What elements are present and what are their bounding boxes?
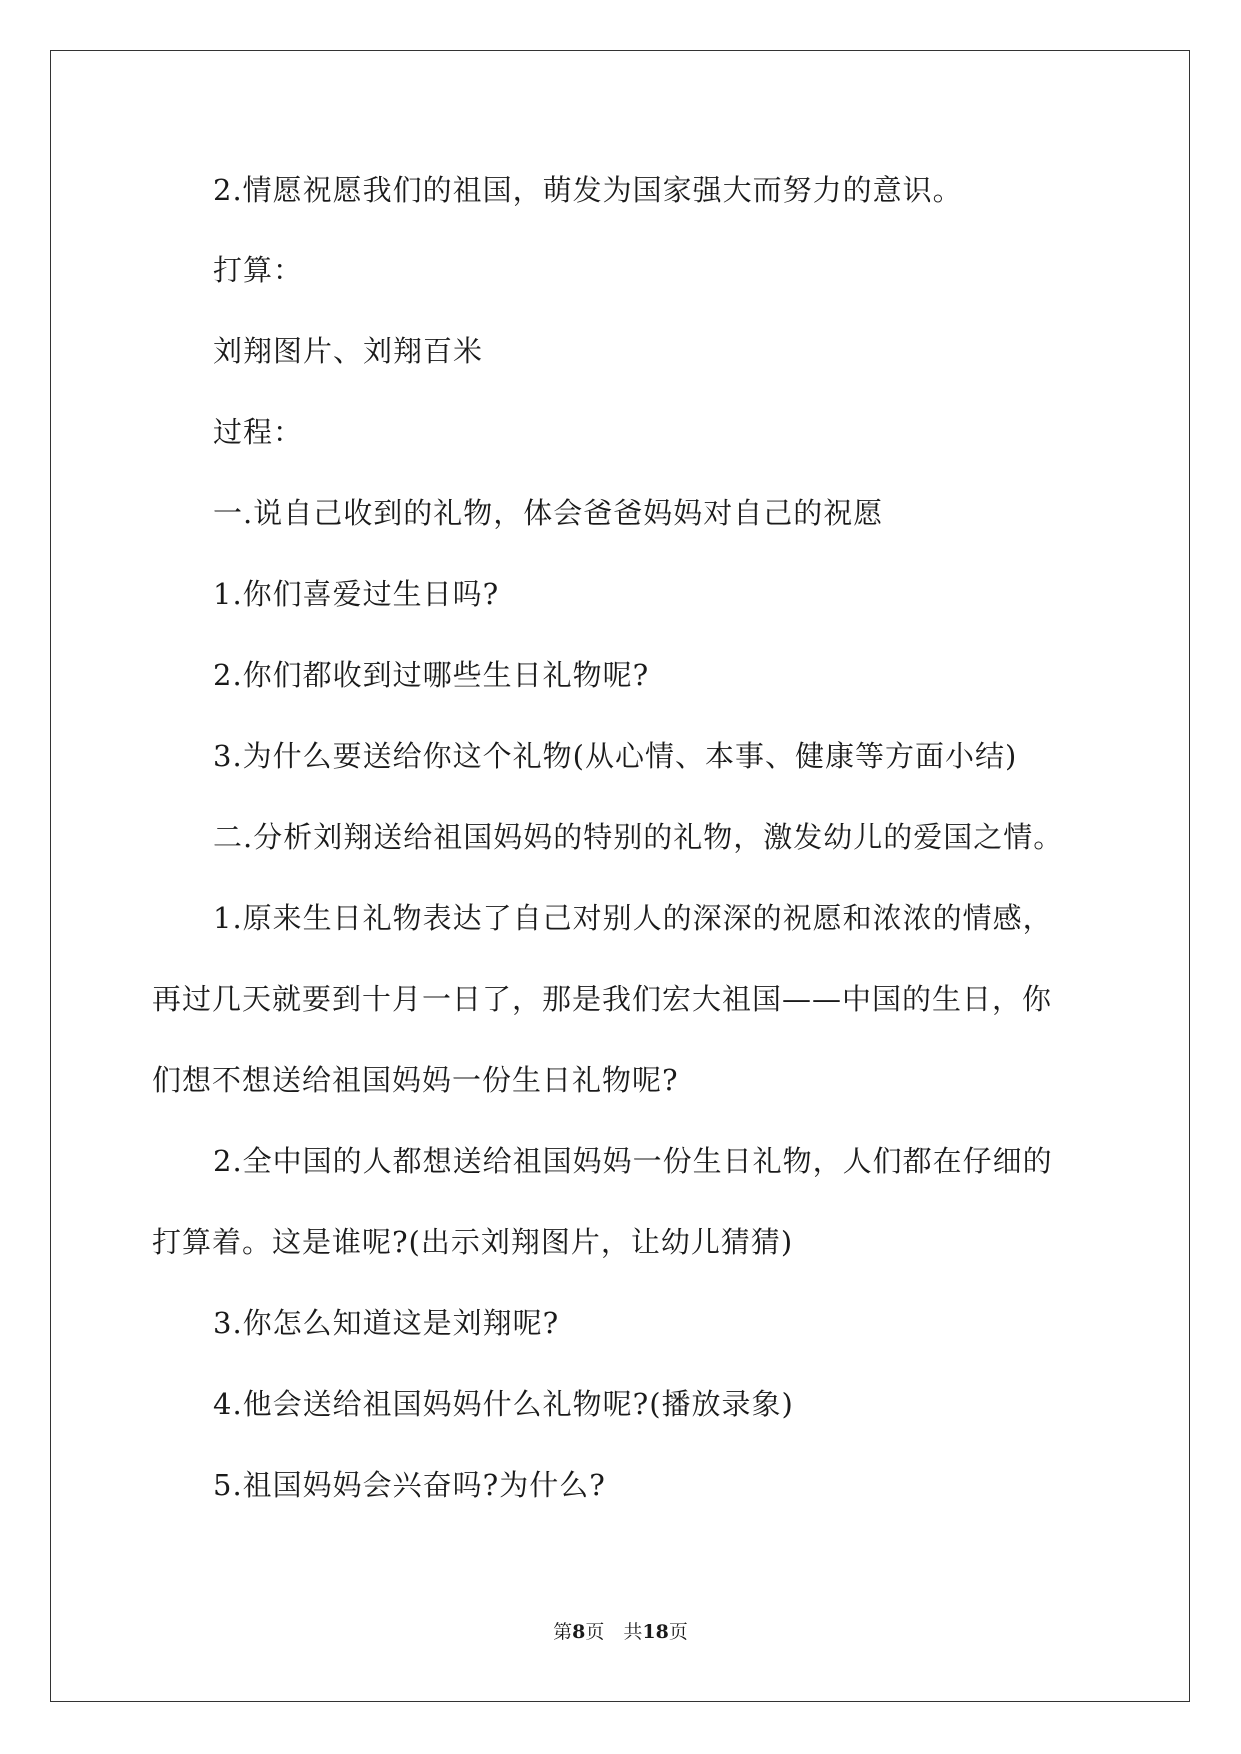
footer-mid: 页 共 [585,1621,643,1643]
total-page-number: 18 [642,1621,669,1643]
paragraph-line: 2.你们都收到过哪些生日礼物呢? [213,658,650,692]
paragraph-line: 2.情愿祝愿我们的祖国，萌发为国家强大而努力的意识。 [213,173,963,207]
paragraph-line: 3.为什么要送给你这个礼物(从心情、本事、健康等方面小结) [213,739,1018,773]
paragraph-line: 们想不想送给祖国妈妈一份生日礼物呢? [152,1063,679,1097]
footer-suffix: 页 [668,1621,688,1643]
paragraph-line: 打算着。这是谁呢?(出示刘翔图片，让幼儿猜猜) [152,1225,794,1259]
paragraph-line: 过程： [213,415,304,449]
paragraph-line: 二.分析刘翔送给祖国妈妈的特别的礼物，激发幼儿的爱国之情。 [213,820,1064,854]
paragraph-line: 刘翔图片、刘翔百米 [213,334,484,368]
paragraph-line: 4.他会送给祖国妈妈什么礼物呢?(播放录象) [213,1387,794,1421]
paragraph-line: 再过几天就要到十月一日了，那是我们宏大祖国——中国的生日，你 [152,982,1053,1016]
paragraph-line: 1.原来生日礼物表达了自己对别人的深深的祝愿和浓浓的情感， [213,901,1053,935]
paragraph-line: 打算： [213,253,304,287]
current-page-number: 8 [572,1621,586,1643]
paragraph-line: 3.你怎么知道这是刘翔呢? [213,1306,560,1340]
paragraph-line: 一.说自己收到的礼物，体会爸爸妈妈对自己的祝愿 [213,496,884,530]
paragraph-line: 5.祖国妈妈会兴奋吗?为什么? [213,1468,606,1502]
footer-prefix: 第 [553,1621,573,1643]
paragraph-line: 1.你们喜爱过生日吗? [213,577,500,611]
page-border [50,50,1190,1702]
page-number-footer [0,1620,1241,1644]
paragraph-line: 2.全中国的人都想送给祖国妈妈一份生日礼物，人们都在仔细的 [213,1144,1053,1178]
